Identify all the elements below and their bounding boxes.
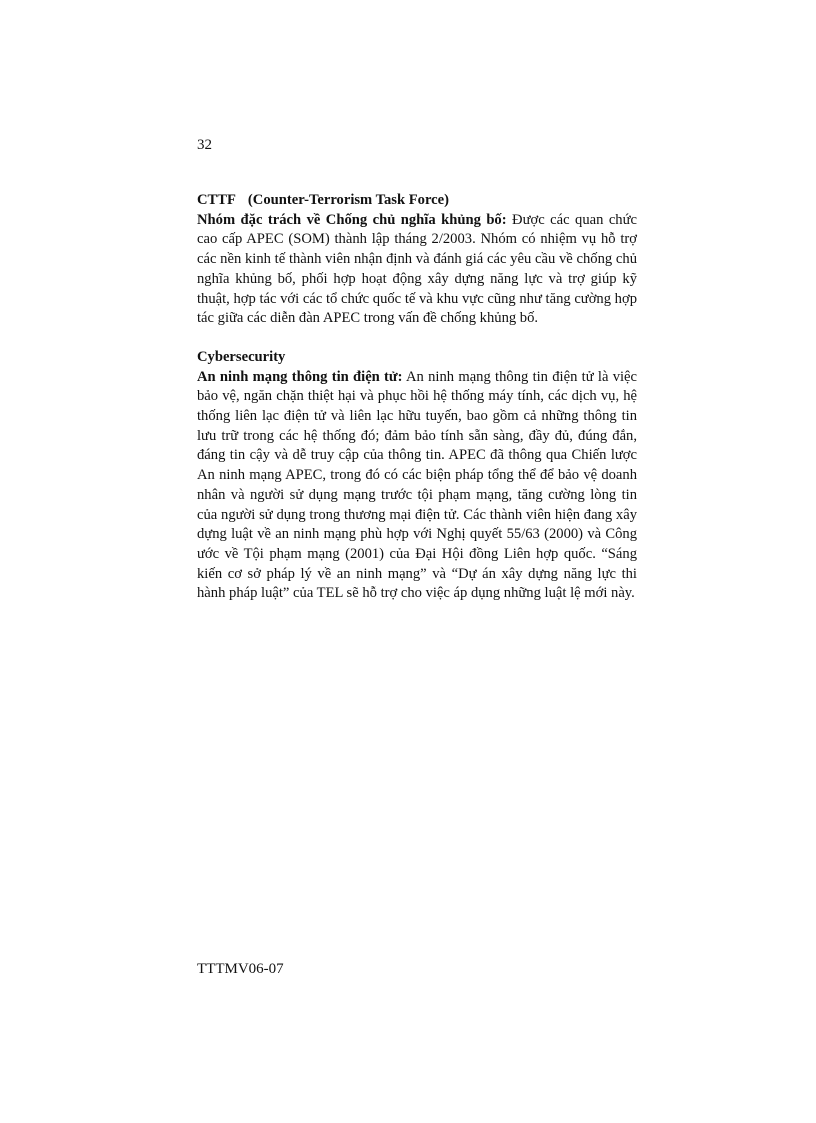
glossary-content xyxy=(197,191,637,604)
entry-body xyxy=(197,368,637,604)
glossary-entry-cttf xyxy=(197,191,637,329)
glossary-entry-cybersecurity xyxy=(197,348,637,604)
entry-heading xyxy=(197,191,637,211)
entry-term: An ninh mạng thông tin điện tử: xyxy=(197,368,403,385)
entry-acronym: Cybersecurity xyxy=(197,348,286,365)
entry-term: Nhóm đặc trách về Chống chủ nghĩa khủng bố: xyxy=(197,211,507,228)
entry-expansion: (Counter-Terrorism Task Force) xyxy=(247,192,449,208)
page-number: 32 xyxy=(197,137,212,153)
entry-heading xyxy=(197,348,637,368)
entry-definition: Được các quan chức cao cấp APEC (SOM) thành lập tháng 2/2003. Nhóm có nhiệm vụ hỗ trợ các nền kinh tế thành viên nhận định và đánh giá các yêu cầu về chống chủ nghĩa khủng bố, phối hợp hoạt động xây dựng năng lực và trợ giúp kỹ thuật, hợp tác với các tổ chức quốc tế và khu vực cũng như tăng cường hợp tác giữa các diễn đàn APEC trong vấn đề chống khủng bố. xyxy=(197,211,637,327)
page-footer: TTTMV06-07 xyxy=(197,961,284,977)
entry-definition: An ninh mạng thông tin điện tử là việc bảo vệ, ngăn chặn thiệt hại và phục hồi hệ thống máy tính, các dịch vụ, hệ thống liên lạc điện tử và liên lạc hữu tuyến, bao gồm cả những thông tin lưu trữ trong các hệ thống đó; đảm bảo tính sẵn sàng, đầy đủ, đúng đắn, đáng tin cậy và dễ truy cập của thông tin. APEC đã thông qua Chiến lược An ninh mạng APEC, trong đó có các biện pháp tổng thể để bảo vệ doanh nhân và người sử dụng mạng trước tội phạm mạng, tăng cường lòng tin của người sử dụng trong thương mại điện tử. Các thành viên hiện đang xây dựng luật về an ninh mạng phù hợp với Nghị quyết 55/63 (2000) và Công ước về Tội phạm mạng (2001) của Đại Hội đồng Liên hợp quốc. “Sáng kiến cơ sở pháp lý về an ninh mạng” và “Dự án xây dựng năng lực thi hành pháp luật” của TEL sẽ hỗ trợ cho việc áp dụng những luật lệ mới này. xyxy=(197,368,638,602)
entry-acronym: CTTF xyxy=(197,192,236,208)
entry-body xyxy=(197,211,637,329)
